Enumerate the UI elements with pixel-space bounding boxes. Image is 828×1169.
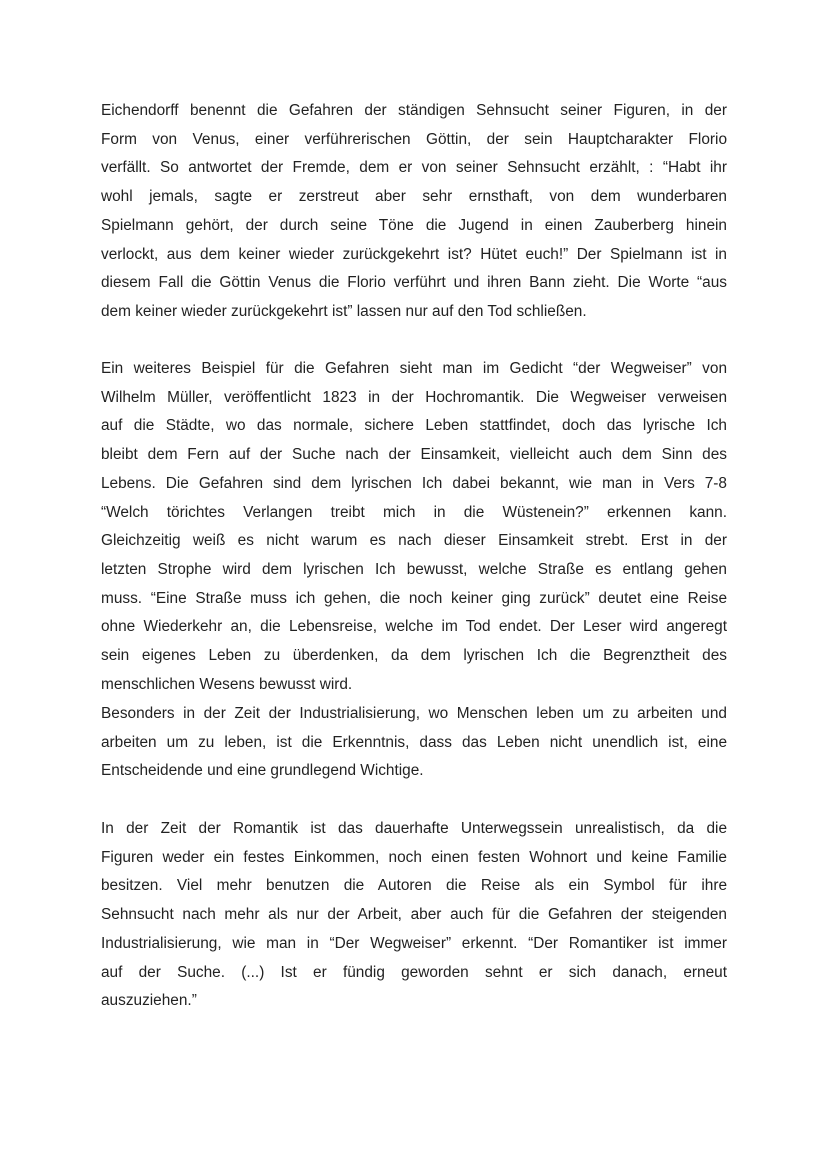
- text-line: wohl jemals, sagte er zerstreut aber sehr ernsthaft, von dem wunderbaren: [101, 188, 727, 206]
- text-line: auf die Städte, wo das normale, sichere Leben stattfindet, doch das lyrische Ich: [101, 417, 727, 435]
- text-line: auf der Suche. (...) Ist er fündig geworden sehnt er sich danach, erneut: [101, 963, 727, 981]
- text-line: Sehnsucht nach mehr als nur der Arbeit, aber auch für die Gefahren der steigenden: [101, 906, 727, 924]
- text-line: “Welch törichtes Verlangen treibt mich in die Wüstenein?” erkennen kann.: [101, 503, 727, 521]
- paragraph-romantik: [101, 815, 727, 1016]
- text-line: Ein weiteres Beispiel für die Gefahren sieht man im Gedicht “der Wegweiser” von: [101, 360, 727, 377]
- text-line: besitzen. Viel mehr benutzen die Autoren die Reise als ein Symbol für ihre: [101, 877, 727, 895]
- text-line: arbeiten um zu leben, ist die Erkenntnis, dass das Leben nicht unendlich ist, eine: [101, 733, 727, 751]
- text-line: diesem Fall die Göttin Venus die Florio verführt und ihren Bann zieht. Die Worte “aus: [101, 274, 727, 292]
- text-line: Industrialisierung, wie man in “Der Wegweiser” erkennt. “Der Romantiker ist immer: [101, 934, 727, 952]
- text-line: dem keiner wieder zurückgekehrt ist” lassen nur auf den Tod schließen.: [101, 302, 587, 320]
- text-line: Besonders in der Zeit der Industrialisierung, wo Menschen leben um zu arbeiten und: [101, 705, 727, 722]
- text-line: Form von Venus, einer verführerischen Göttin, der sein Hauptcharakter Florio: [101, 130, 727, 148]
- text-line: Figuren weder ein festes Einkommen, noch einen festen Wohnort und keine Familie: [101, 848, 727, 866]
- text-line: In der Zeit der Romantik ist das dauerhafte Unterwegssein unrealistisch, da die: [101, 820, 727, 837]
- text-line: verfällt. So antwortet der Fremde, dem er von seiner Sehnsucht erzählt, : “Habt ihr: [101, 159, 727, 177]
- text-line: Entscheidende und eine grundlegend Wichtige.: [101, 762, 424, 780]
- text-line: ohne Wiederkehr an, die Lebensreise, welche im Tod endet. Der Leser wird angeregt: [101, 618, 727, 636]
- text-line: Lebens. Die Gefahren sind dem lyrischen Ich dabei bekannt, wie man in Vers 7-8: [101, 474, 727, 492]
- paragraph-eichendorff-venus: [101, 97, 727, 327]
- paragraph-industrialisierung: [101, 700, 727, 786]
- text-line: muss. “Eine Straße muss ich gehen, die noch keiner ging zurück” deutet eine Reise: [101, 589, 727, 607]
- text-line: menschlichen Wesens bewusst wird.: [101, 675, 353, 693]
- text-line: Gleichzeitig weiß es nicht warum es nach dieser Einsamkeit strebt. Erst in der: [101, 532, 727, 550]
- text-line: sein eigenes Leben zu überdenken, da dem lyrischen Ich die Begrenztheit des: [101, 647, 727, 665]
- paragraph-wegweiser: [101, 355, 727, 699]
- text-line: Wilhelm Müller, veröffentlicht 1823 in der Hochromantik. Die Wegweiser verweisen: [101, 388, 727, 406]
- text-line: letzten Strophe wird dem lyrischen Ich bewusst, welche Straße es entlang gehen: [101, 560, 727, 578]
- text-line: verlockt, aus dem keiner wieder zurückgekehrt ist? Hütet euch!” Der Spielmann ist in: [101, 245, 727, 263]
- text-line: bleibt dem Fern auf der Suche nach der Einsamkeit, vielleicht auch dem Sinn des: [101, 446, 727, 464]
- text-line: Eichendorff benennt die Gefahren der ständigen Sehnsucht seiner Figuren, in der: [101, 102, 727, 119]
- text-line: auszuziehen.”: [101, 992, 197, 1010]
- text-line: Spielmann gehört, der durch seine Töne die Jugend in einen Zauberberg hinein: [101, 216, 727, 234]
